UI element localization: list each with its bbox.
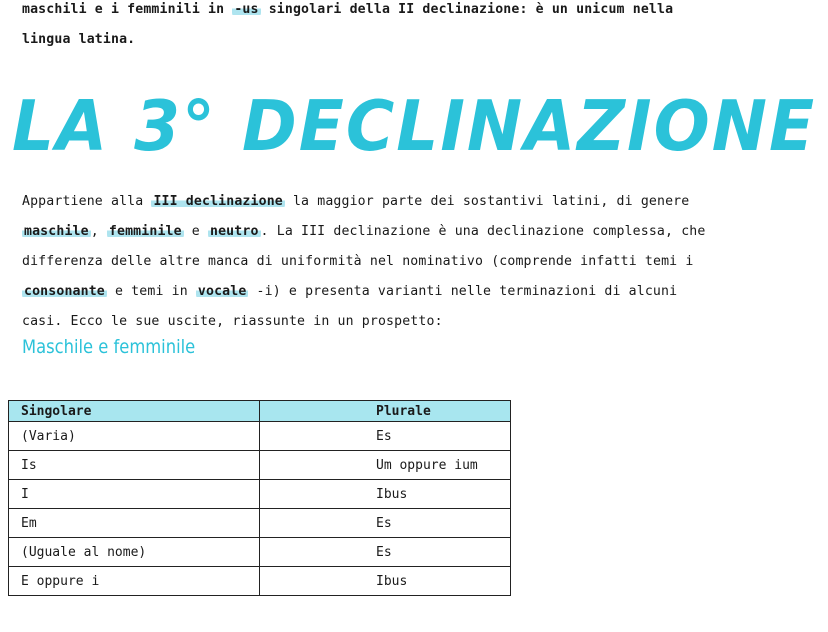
table-cell: Es (260, 509, 511, 538)
section-subheading: Maschile e femminile (22, 336, 196, 358)
table-cell: I (9, 480, 260, 509)
declension-table (8, 400, 511, 596)
table-row (9, 422, 511, 451)
table-row (9, 567, 511, 596)
table-cell: Is (9, 451, 260, 480)
table-cell: Ibus (260, 480, 511, 509)
intro-text: maschili e i femminili in (22, 2, 233, 17)
table-row (9, 480, 511, 509)
highlight-neutro: neutro (210, 224, 259, 239)
table-row (9, 538, 511, 567)
table-header-row (9, 401, 511, 422)
intro-line-2: lingua latina. (22, 32, 136, 47)
body-line-1 (22, 194, 689, 209)
table-cell: (Varia) (9, 422, 260, 451)
body-line-2 (22, 224, 705, 239)
table-cell: Es (260, 538, 511, 567)
body-text: -i) e presenta varianti nelle terminazioni di alcuni (248, 284, 678, 299)
body-text: , (90, 224, 107, 239)
intro-line-1 (22, 2, 673, 17)
highlight-femminile: femminile (108, 224, 182, 239)
highlight-us: -us (234, 2, 259, 17)
table-cell: Ibus (260, 567, 511, 596)
table-cell: Um oppure ium (260, 451, 511, 480)
table-cell: Em (9, 509, 260, 538)
body-text: e (183, 224, 208, 239)
body-text: . La III declinazione è una declinazione complessa, che (260, 224, 706, 239)
column-header-singolare: Singolare (9, 401, 260, 422)
table-cell: E oppure i (9, 567, 260, 596)
body-text: Appartiene alla (22, 194, 152, 209)
page-title: LA 3° DECLINAZIONE (11, 86, 817, 167)
column-header-plurale: Plurale (260, 401, 511, 422)
body-text: la maggior parte dei sostantivi latini, di genere (284, 194, 690, 209)
highlight-iii-declinazione: III declinazione (153, 194, 283, 209)
body-text: e temi in (106, 284, 196, 299)
body-line-5: casi. Ecco le sue uscite, riassunte in un prospetto: (22, 314, 443, 329)
highlight-vocale: vocale (197, 284, 247, 299)
table-cell: Es (260, 422, 511, 451)
table-cell: (Uguale al nome) (9, 538, 260, 567)
body-line-3: differenza delle altre manca di uniformità nel nominativo (comprende infatti temi i (22, 254, 694, 269)
table-row (9, 451, 511, 480)
table-row (9, 509, 511, 538)
highlight-consonante: consonante (24, 284, 105, 299)
intro-text-end: singolari della II declinazione: è un unicum nella (260, 2, 674, 17)
highlight-maschile: maschile (24, 224, 89, 239)
body-line-4 (22, 284, 677, 299)
